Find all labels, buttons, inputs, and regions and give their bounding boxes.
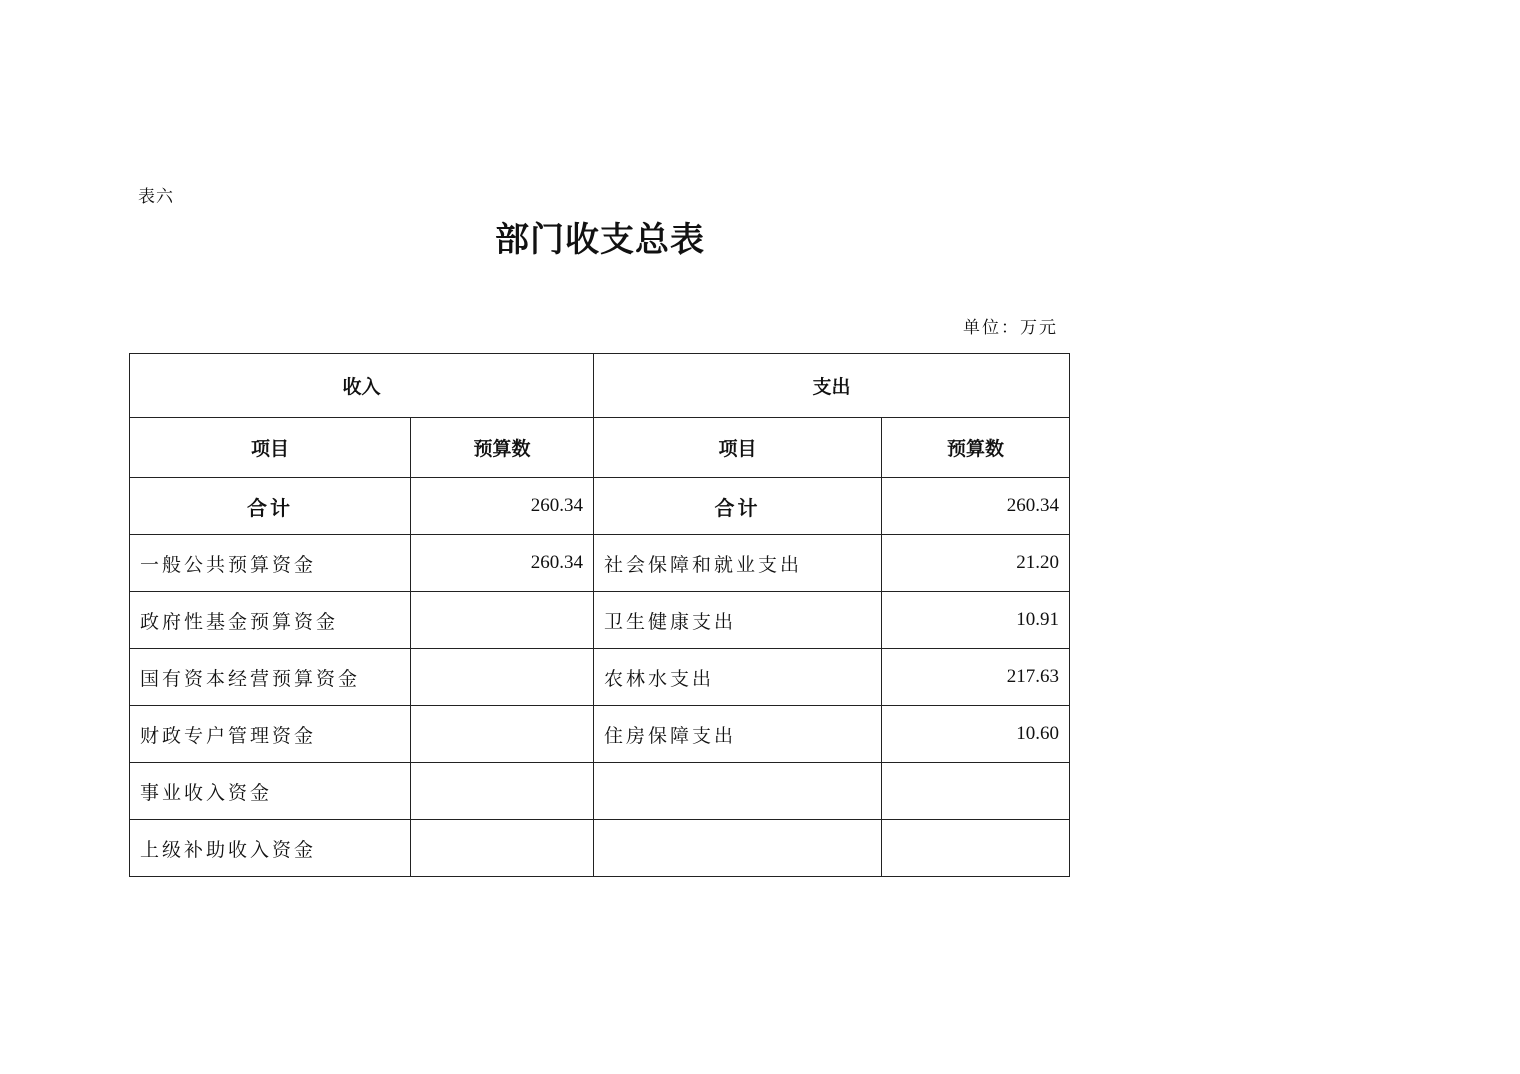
unit-note: 单位：万元 bbox=[963, 318, 1058, 338]
table-row bbox=[130, 820, 1070, 877]
income-amount-cell bbox=[411, 706, 594, 763]
income-item-cell: 上级补助收入资金 bbox=[130, 820, 411, 877]
section-header-row bbox=[130, 354, 1070, 418]
expense-amount-cell bbox=[882, 820, 1070, 877]
income-item-cell: 政府性基金预算资金 bbox=[130, 592, 411, 649]
table-row bbox=[130, 592, 1070, 649]
table-row bbox=[130, 649, 1070, 706]
total-row bbox=[130, 478, 1070, 535]
expense-item-cell bbox=[594, 763, 882, 820]
expense-amount-cell: 10.60 bbox=[882, 706, 1070, 763]
expense-amount-header: 预算数 bbox=[882, 418, 1070, 478]
expense-item-header: 项目 bbox=[594, 418, 882, 478]
income-item-cell: 国有资本经营预算资金 bbox=[130, 649, 411, 706]
income-amount-cell: 260.34 bbox=[411, 478, 594, 535]
income-amount-cell: 260.34 bbox=[411, 535, 594, 592]
expense-item-cell: 社会保障和就业支出 bbox=[594, 535, 882, 592]
income-amount-cell bbox=[411, 649, 594, 706]
expense-amount-cell: 21.20 bbox=[882, 535, 1070, 592]
table-label: 表六 bbox=[138, 187, 174, 207]
income-amount-cell bbox=[411, 763, 594, 820]
expense-amount-cell bbox=[882, 763, 1070, 820]
income-amount-cell bbox=[411, 820, 594, 877]
table-row bbox=[130, 535, 1070, 592]
expense-item-cell: 住房保障支出 bbox=[594, 706, 882, 763]
income-item-cell: 合计 bbox=[130, 478, 411, 535]
income-section-header: 收入 bbox=[130, 354, 594, 418]
expense-item-cell: 农林水支出 bbox=[594, 649, 882, 706]
column-header-row bbox=[130, 418, 1070, 478]
income-item-cell: 一般公共预算资金 bbox=[130, 535, 411, 592]
budget-summary-table bbox=[129, 353, 1070, 877]
expense-amount-cell: 217.63 bbox=[882, 649, 1070, 706]
income-item-cell: 财政专户管理资金 bbox=[130, 706, 411, 763]
expense-item-cell: 合计 bbox=[594, 478, 882, 535]
expense-item-cell bbox=[594, 820, 882, 877]
expense-amount-cell: 260.34 bbox=[882, 478, 1070, 535]
table-row bbox=[130, 706, 1070, 763]
income-amount-header: 预算数 bbox=[411, 418, 594, 478]
expense-item-cell: 卫生健康支出 bbox=[594, 592, 882, 649]
page-title: 部门收支总表 bbox=[495, 220, 705, 260]
income-item-header: 项目 bbox=[130, 418, 411, 478]
income-item-cell: 事业收入资金 bbox=[130, 763, 411, 820]
income-amount-cell bbox=[411, 592, 594, 649]
expense-section-header: 支出 bbox=[594, 354, 1070, 418]
expense-amount-cell: 10.91 bbox=[882, 592, 1070, 649]
table-row bbox=[130, 763, 1070, 820]
